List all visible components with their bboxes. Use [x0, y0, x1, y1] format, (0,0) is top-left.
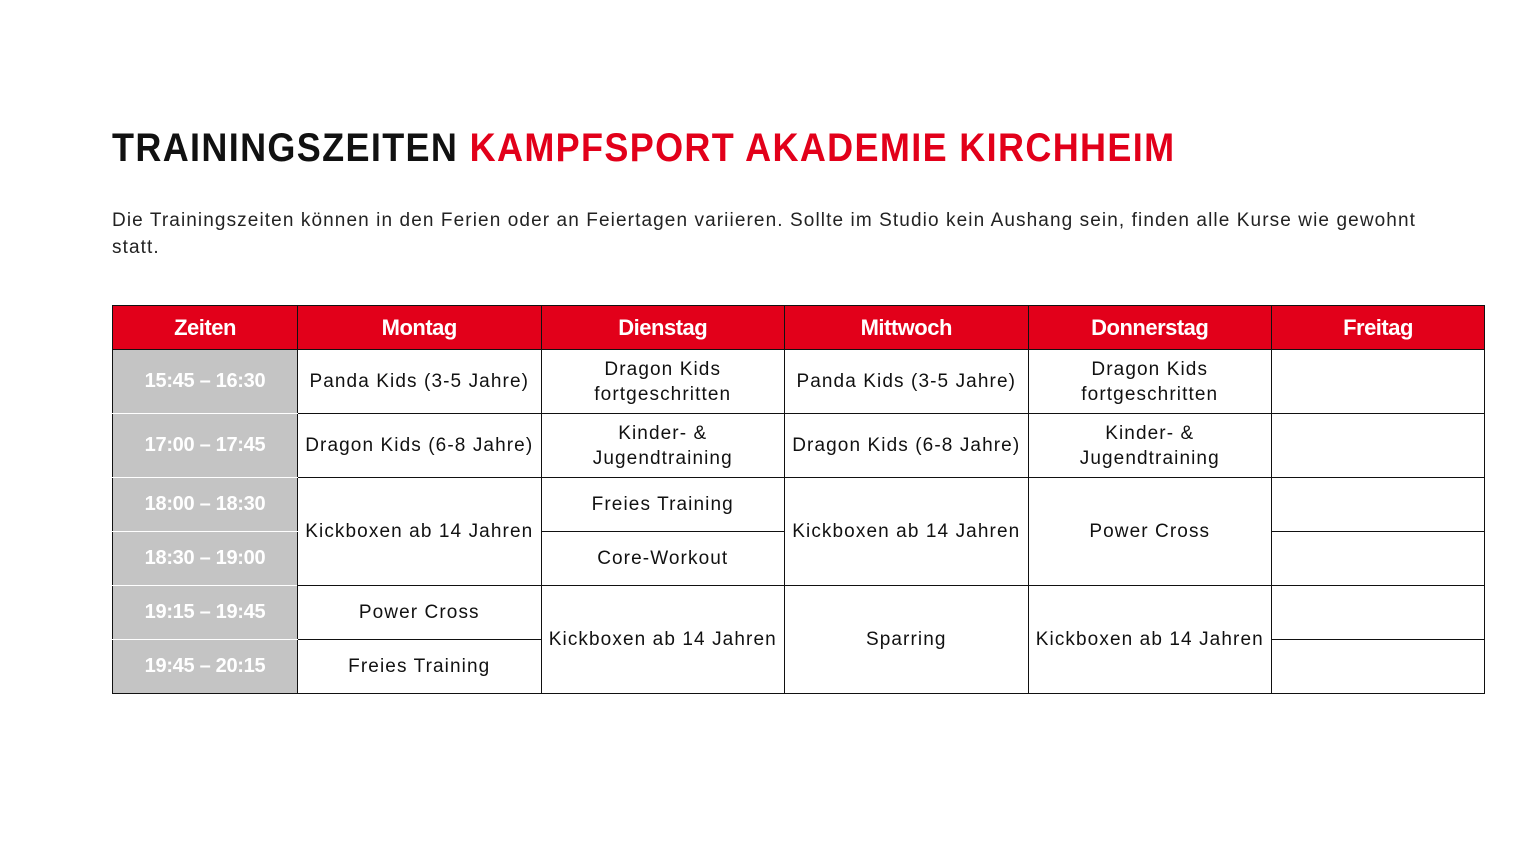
time-slot-cell: 17:00 – 17:45 [113, 414, 298, 478]
intro-text: Die Trainingszeiten können in den Ferien oder an Feiertagen variieren. Sollte im Studio kein Aushang sein, finden alle Kurse wie gewohnt statt. [112, 210, 1417, 258]
class-cell-freitag [1272, 414, 1485, 478]
title-part-trainingszeiten: TRAININGSZEITEN [112, 126, 459, 170]
class-cell-donnerstag: Kickboxen ab 14 Jahren [1028, 586, 1272, 694]
class-cell-dienstag: Kickboxen ab 14 Jahren [541, 586, 785, 694]
time-slot-cell: 18:30 – 19:00 [113, 532, 298, 586]
class-cell-freitag [1272, 640, 1485, 694]
table-row [113, 478, 1485, 532]
class-cell-montag: Freies Training [298, 640, 542, 694]
class-cell-mittwoch: Dragon Kids (6-8 Jahre) [785, 414, 1029, 478]
class-cell-montag: Panda Kids (3-5 Jahre) [298, 350, 542, 414]
header-montag: Montag [298, 306, 542, 350]
time-slot-cell: 15:45 – 16:30 [113, 350, 298, 414]
class-cell-montag: Power Cross [298, 586, 542, 640]
header-freitag: Freitag [1272, 306, 1485, 350]
table-row [113, 350, 1485, 414]
time-slot-cell: 18:00 – 18:30 [113, 478, 298, 532]
class-cell-dienstag: Core-Workout [541, 532, 785, 586]
class-cell-freitag [1272, 478, 1485, 532]
header-donnerstag: Donnerstag [1028, 306, 1272, 350]
table-row [113, 414, 1485, 478]
header-mittwoch: Mittwoch [785, 306, 1029, 350]
table-row [113, 586, 1485, 640]
time-slot-cell: 19:45 – 20:15 [113, 640, 298, 694]
header-row [113, 306, 1485, 350]
header-zeiten: Zeiten [113, 306, 298, 350]
class-cell-montag: Kickboxen ab 14 Jahren [298, 478, 542, 586]
class-cell-dienstag: Freies Training [541, 478, 785, 532]
class-cell-dienstag: Kinder- & Jugendtraining [541, 414, 785, 478]
schedule-table [112, 305, 1485, 694]
class-cell-mittwoch: Panda Kids (3-5 Jahre) [785, 350, 1029, 414]
class-cell-donnerstag: Kinder- & Jugendtraining [1028, 414, 1272, 478]
class-cell-freitag [1272, 532, 1485, 586]
time-slot-cell: 19:15 – 19:45 [113, 586, 298, 640]
class-cell-dienstag: Dragon Kids fortgeschritten [541, 350, 785, 414]
title-part-academy-name: KAMPFSPORT AKADEMIE KIRCHHEIM [469, 126, 1176, 170]
page-title [112, 124, 1175, 172]
class-cell-freitag [1272, 586, 1485, 640]
class-cell-freitag [1272, 350, 1485, 414]
class-cell-montag: Dragon Kids (6-8 Jahre) [298, 414, 542, 478]
class-cell-donnerstag: Power Cross [1028, 478, 1272, 586]
header-dienstag: Dienstag [541, 306, 785, 350]
class-cell-mittwoch: Sparring [785, 586, 1029, 694]
class-cell-donnerstag: Dragon Kids fortgeschritten [1028, 350, 1272, 414]
class-cell-mittwoch: Kickboxen ab 14 Jahren [785, 478, 1029, 586]
